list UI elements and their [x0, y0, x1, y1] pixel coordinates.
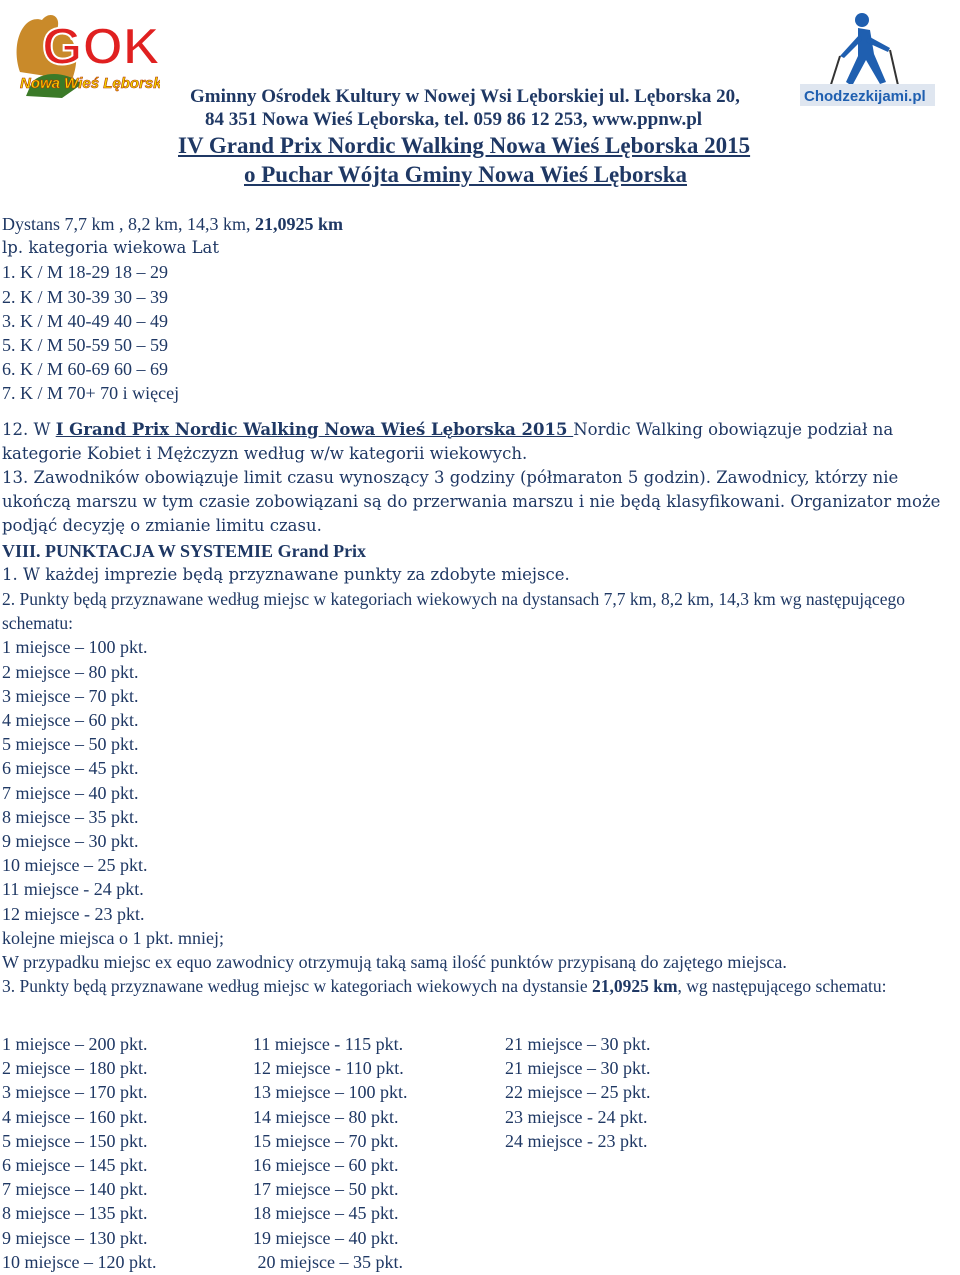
ex-equo-note: W przypadku miejsc ex equo zawodnicy otrzymują taką samą ilość punktów przypisaną do zajętego miejsca. [2, 952, 787, 973]
points-item: 10 miejsce – 120 pkt. [2, 1251, 157, 1272]
points-item: 9 miejsce – 30 pkt. [2, 831, 139, 852]
categories-header: lp. kategoria wiekowa Lat [2, 238, 220, 258]
section-heading: VIII. PUNKTACJA W SYSTEMIE Grand Prix [2, 540, 367, 561]
points-item: 7 miejsce – 40 pkt. [2, 782, 139, 803]
points-item: 3 miejsce – 170 pkt. [2, 1082, 148, 1103]
gok-logo [2, 2, 160, 102]
svg-text:GOK: GOK [42, 18, 160, 76]
grand-prix-link[interactable]: I Grand Prix Nordic Walking Nowa Wieś Lęborska 2015 [55, 419, 574, 439]
points-item: 12 miejsce - 23 pkt. [2, 903, 145, 924]
points-item: 17 miejsce – 50 pkt. [253, 1179, 399, 1200]
points-item: 11 miejsce - 24 pkt. [2, 879, 144, 900]
points-item: 14 miejsce – 80 pkt. [253, 1106, 399, 1127]
points-item: 19 miejsce – 40 pkt. [253, 1227, 399, 1248]
page-title: IV Grand Prix Nordic Walking Nowa Wieś Lęborska 2015 [178, 133, 751, 158]
header-line-1: Gminny Ośrodek Kultury w Nowej Wsi Lęborskiej ul. Lęborska 20, [190, 86, 740, 107]
points-column-2 [253, 1032, 407, 1274]
points-item: 13 miejsce – 100 pkt. [253, 1082, 408, 1103]
rule-13: 13. Zawodników obowiązuje limit czasu wynoszący 3 godziny (półmaraton 5 godzin). Zawodnicy, którzy nie ukończą marszu w tym czasie zobowiązani są do przerwania marszu i nie będą klasyfikowani. Organizator może podjąć decyzję o zmianie limitu czasu. [2, 468, 941, 536]
points-item: 1 miejsce – 100 pkt. [2, 637, 148, 658]
category-item: 5. K / M 50-59 50 – 59 [2, 335, 168, 356]
nordic-walking-logo [800, 8, 935, 108]
category-item: 6. K / M 60-69 60 – 69 [2, 359, 168, 380]
rule-2: 2. Punkty będą przyznawane według miejsc w kategoriach wiekowych na dystansach 7,7 km, 8,2 km, 14,3 km wg następującego schematu: [2, 589, 905, 634]
points-item: 16 miejsce – 60 pkt. [253, 1155, 399, 1176]
points-item: 23 miejsce - 24 pkt. [505, 1106, 648, 1127]
points-item: 9 miejsce – 130 pkt. [2, 1227, 148, 1248]
category-item: 1. K / M 18-29 18 – 29 [2, 262, 168, 283]
points-item: 3 miejsce – 70 pkt. [2, 685, 139, 706]
points-item: 7 miejsce – 140 pkt. [2, 1179, 148, 1200]
rule-3: 3. Punkty będą przyznawane według miejsc w kategoriach wiekowych na dystansie 21,0925 km, wg następującego schematu: [2, 976, 887, 997]
svg-text:Chodzezkijami.pl: Chodzezkijami.pl [804, 88, 926, 105]
points-item: 12 miejsce - 110 pkt. [253, 1058, 404, 1079]
points-column-3 [505, 1032, 650, 1153]
points-item: 11 miejsce - 115 pkt. [253, 1034, 404, 1054]
points-item: 1 miejsce – 200 pkt. [2, 1034, 148, 1054]
page-subtitle: o Puchar Wójta Gminy Nowa Wieś Lęborska [244, 162, 687, 187]
points-item: 5 miejsce – 150 pkt. [2, 1130, 148, 1151]
points-item: 20 miejsce – 35 pkt. [253, 1251, 403, 1272]
points-column-1 [2, 1032, 156, 1274]
svg-text:Nowa Wieś Lęborska: Nowa Wieś Lęborska [20, 75, 160, 92]
points-item: 21 miejsce – 30 pkt. [505, 1034, 651, 1054]
points-item: 21 miejsce – 30 pkt. [505, 1058, 651, 1079]
points-item: 22 miejsce – 25 pkt. [505, 1082, 651, 1103]
document-body [2, 212, 960, 999]
rule-1: 1. W każdej imprezie będą przyznawane punkty za zdobyte miejsce. [2, 564, 570, 584]
points-item: 18 miejsce – 45 pkt. [253, 1203, 399, 1224]
points-item: 8 miejsce – 135 pkt. [2, 1203, 148, 1224]
points-item: 6 miejsce – 145 pkt. [2, 1155, 148, 1176]
points-item: 6 miejsce – 45 pkt. [2, 758, 139, 779]
category-item: 7. K / M 70+ 70 i więcej [2, 383, 180, 404]
points-item: kolejne miejsca o 1 pkt. mniej; [2, 927, 224, 948]
category-item: 3. K / M 40-49 40 – 49 [2, 310, 168, 331]
points-item: 4 miejsce – 160 pkt. [2, 1106, 148, 1127]
points-item: 5 miejsce – 50 pkt. [2, 734, 139, 755]
points-item: 15 miejsce – 70 pkt. [253, 1130, 399, 1151]
points-item: 2 miejsce – 180 pkt. [2, 1058, 148, 1079]
distances-line: Dystans 7,7 km , 8,2 km, 14,3 km, 21,0925 km [2, 214, 344, 234]
category-item: 2. K / M 30-39 30 – 39 [2, 286, 168, 307]
points-item: 8 miejsce – 35 pkt. [2, 806, 139, 827]
points-item: 4 miejsce – 60 pkt. [2, 710, 139, 731]
rule-12: 12. W I Grand Prix Nordic Walking Nowa Wieś Lęborska 2015 Nordic Walking obowiązuje podział na kategorie Kobiet i Mężczyzn według w/w kategorii wiekowych. [2, 419, 894, 463]
points-item: 10 miejsce – 25 pkt. [2, 855, 148, 876]
points-item: 2 miejsce – 80 pkt. [2, 661, 139, 682]
points-item: 24 miejsce - 23 pkt. [505, 1130, 648, 1151]
header-line-2: 84 351 Nowa Wieś Lęborska, tel. 059 86 12 253, www.ppnw.pl [205, 109, 703, 130]
